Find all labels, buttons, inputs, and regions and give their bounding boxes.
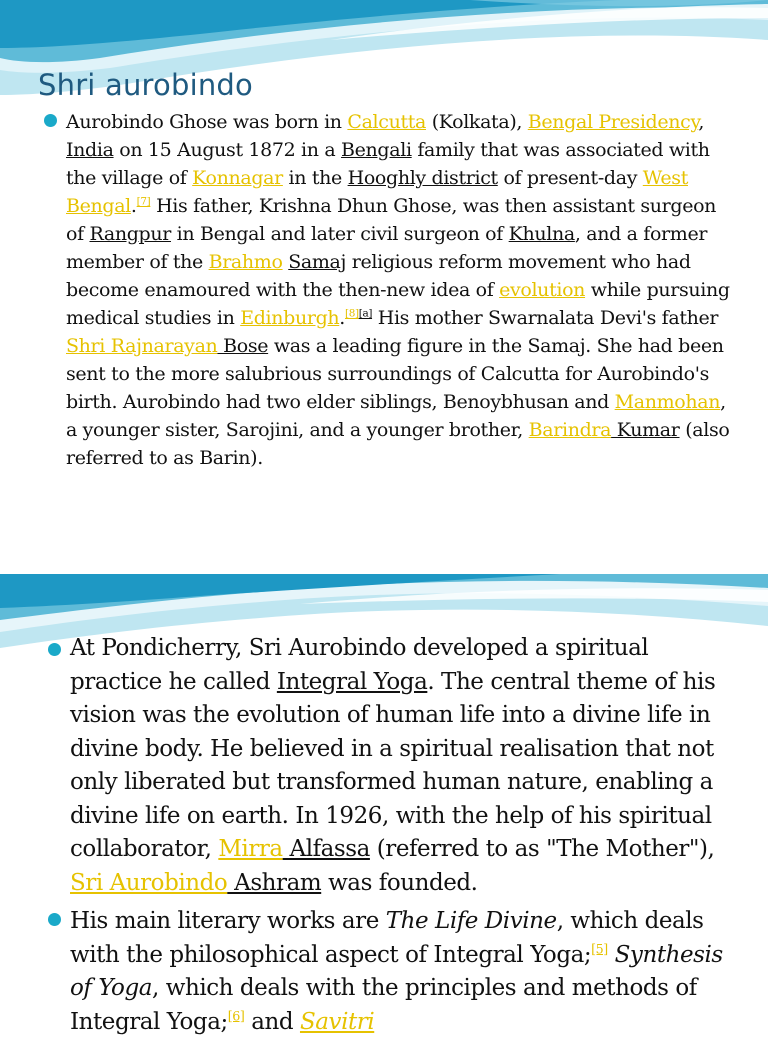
text: Aurobindo Ghose was born in (66, 111, 348, 133)
title-synthesis-of-yoga: Synthesis of Yoga (70, 941, 723, 1001)
text: of present-day (497, 167, 643, 189)
link-alfassa[interactable]: Alfassa (282, 836, 370, 862)
text: , a younger sister, Sarojini, and a younger brother, (66, 391, 726, 441)
text: (also referred to as Barin). (66, 419, 730, 469)
text (608, 942, 615, 968)
link-ashram[interactable]: Ashram (227, 869, 322, 896)
link-mirra[interactable]: Mirra (218, 836, 283, 862)
link-barindra[interactable]: Barindra (528, 419, 612, 441)
text: His father, Krishna Dhun Ghose, was then assistant surgeon of (66, 195, 717, 245)
citation-6[interactable]: [6] (227, 1007, 245, 1023)
bullet-icon (44, 114, 57, 127)
text: and (244, 1008, 300, 1035)
link-hooghly-district[interactable]: Hooghly district (347, 167, 498, 189)
citation-7[interactable]: [7] (136, 195, 151, 208)
link-india[interactable]: India (66, 139, 114, 161)
link-shri-rajnarayan[interactable]: Shri Rajnarayan (66, 335, 218, 357)
text: in the (282, 167, 348, 189)
text: . (339, 307, 345, 329)
text: . The central theme of his vision was the evolution of human life into a divine life in divine body. He believed in a spiritual realisation that not only liberated but transformed human nature, enabling a divine life on earth. In 1926, with the help of his spiritual collaborator, (70, 668, 716, 862)
text: religious reform movement who had become enamoured with the then-new idea of (66, 251, 691, 301)
text: family that was associated with the village of (66, 139, 710, 189)
text: At Pondicherry, Sri Aurobindo developed a spiritual practice he called (70, 635, 649, 695)
text: (Kolkata), (426, 111, 528, 133)
text: , which deals with the philosophical aspect of Integral Yoga; (70, 908, 704, 968)
link-bengali[interactable]: Bengali (341, 139, 412, 161)
biography-paragraph (66, 108, 736, 472)
link-evolution[interactable]: evolution (499, 279, 586, 301)
link-bose[interactable]: Bose (217, 335, 269, 357)
literary-works-paragraph (70, 905, 740, 1039)
link-bengal-presidency[interactable]: Bengal Presidency (527, 111, 699, 133)
integral-yoga-paragraph (70, 632, 740, 900)
citation-5[interactable]: [5] (591, 940, 608, 956)
title-life-divine: The Life Divine (385, 908, 557, 934)
citation-a[interactable]: [a] (358, 307, 373, 320)
link-calcutta[interactable]: Calcutta (347, 111, 427, 133)
text: His mother Swarnalata Devi's father (372, 307, 719, 329)
link-edinburgh[interactable]: Edinburgh (240, 307, 340, 329)
text: on 15 August 1872 in a (113, 139, 342, 161)
link-konnagar[interactable]: Konnagar (192, 167, 283, 189)
bullet-icon (48, 643, 61, 656)
bullet-icon (48, 913, 61, 926)
text: , and a former member of the (66, 223, 708, 273)
text: was founded. (321, 869, 478, 896)
text: while pursuing medical studies in (66, 279, 730, 329)
text: (referred to as "The Mother"), (369, 836, 715, 862)
link-samaj[interactable]: Samaj (288, 251, 347, 273)
text: His main literary works are (70, 908, 386, 934)
link-manmohan[interactable]: Manmohan (614, 391, 721, 413)
link-savitri[interactable]: Savitri (299, 1008, 375, 1035)
link-rangpur[interactable]: Rangpur (89, 223, 171, 245)
text: , (698, 111, 705, 133)
link-brahmo[interactable]: Brahmo (208, 251, 283, 273)
link-west-bengal[interactable]: West Bengal (66, 167, 688, 217)
text: in Bengal and later civil surgeon of (170, 223, 509, 245)
link-integral-yoga[interactable]: Integral Yoga (276, 668, 428, 695)
text: was a leading figure in the Samaj. She had been sent to the more salubrious surroundings of Calcutta for Aurobindo's birth. Aurobindo had two elder siblings, Benoybhusan and (66, 335, 724, 413)
text: . (130, 195, 137, 217)
slide-title: Shri aurobindo (38, 68, 253, 102)
link-sri-aurobindo[interactable]: Sri Aurobindo (70, 869, 228, 896)
link-khulna[interactable]: Khulna (508, 223, 575, 245)
link-kumar[interactable]: Kumar (611, 419, 680, 441)
text: , which deals with the principles and methods of Integral Yoga; (70, 975, 697, 1035)
citation-8[interactable]: [8] (344, 307, 359, 320)
